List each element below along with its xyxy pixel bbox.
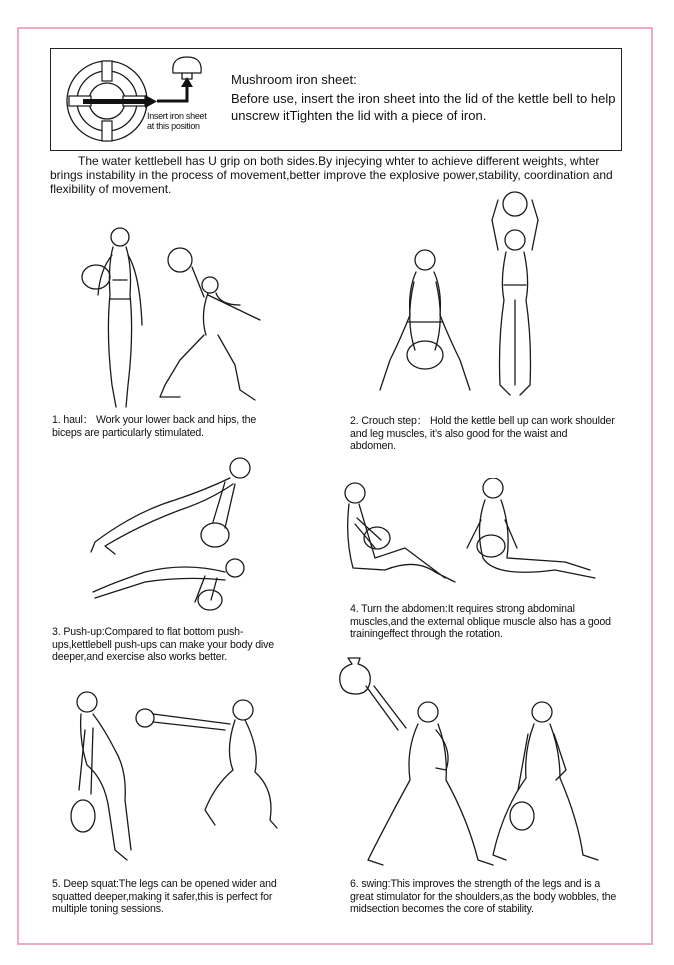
diagram-label — [147, 111, 227, 131]
exercise-1-caption: 1. haul： Work your lower back and hips, the biceps are particularly stimulated. — [52, 414, 257, 439]
mushroom-description: Before use, insert the iron sheet into the lid of the kettle bell to help unscrew itTighten the lid with a piece of iron. — [231, 91, 616, 123]
intro-paragraph: The water kettlebell has U grip on both sides.By injecying whter to achieve different weights, whter brings instability in the process of movement,better improve the explosive power,stability, coordination and flexibility of movement. — [50, 154, 613, 196]
diagram-label-line2: at this position — [147, 121, 200, 131]
deep-squat-illustration — [65, 690, 285, 870]
turn-abdomen-illustration — [335, 478, 610, 598]
haul-illustration — [70, 225, 270, 415]
exercise-2-caption: 2. Crouch step： Hold the kettle bell up can work shoulder and leg muscles, it’s also good for the waist and abdomen. — [350, 415, 615, 453]
exercise-4-caption: 4. Turn the abdomen:It requires strong abdominal muscles,and the external oblique muscle also has a good trainingeffect through the rotation. — [350, 603, 611, 641]
mushroom-title: Mushroom iron sheet: — [231, 72, 357, 87]
exercise-6-caption: 6. swing:This improves the strength of the legs and is a great stimulator for the shoulders,as the body wobbles, the midsection becomes the core of stability. — [350, 878, 617, 916]
mushroom-info-box — [50, 48, 622, 151]
exercise-3-caption: 3. Push-up:Compared to flat bottom push-ups,kettlebell push-ups can make your body dive deeper,and exercise also works better. — [52, 626, 275, 664]
diagram-label-line1: Insert iron sheet — [147, 111, 207, 121]
lid-diagram — [61, 55, 231, 147]
crouch-step-illustration — [370, 190, 570, 410]
swing-illustration — [328, 650, 613, 875]
push-up-illustration — [85, 450, 265, 620]
exercise-5-caption: 5. Deep squat:The legs can be opened wider and squatted deeper,making it safer,this is perfect for multiple toning sessions. — [52, 878, 277, 916]
